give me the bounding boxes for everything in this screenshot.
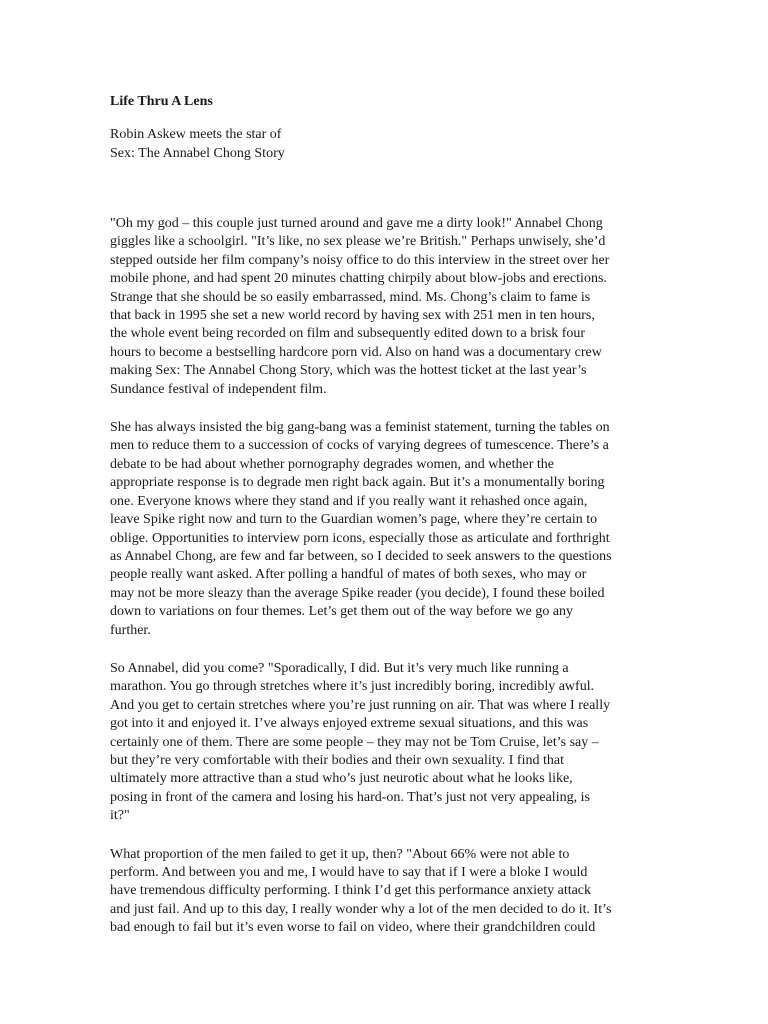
paragraph-line: perform. And between you and me, I would have to say that if I were a bloke I would — [110, 865, 588, 880]
paragraph-line: further. — [110, 622, 151, 638]
paragraph-line: as Annabel Chong, are few and far between, so I decided to seek answers to the questions — [110, 548, 612, 564]
paragraph-line: And you get to certain stretches where you’re just running on air. That was where I really — [110, 697, 611, 713]
paragraph-line: Strange that she should be so easily embarrassed, mind. Ms. Chong’s claim to fame is — [110, 289, 591, 305]
paragraph-line: So Annabel, did you come? "Sporadically, I did. But it’s very much like running a — [110, 660, 569, 676]
body-paragraph — [110, 419, 670, 640]
paragraph-line: the whole event being recorded on film and subsequently edited down to a brisk four — [110, 326, 586, 342]
paragraph-line: it?" — [110, 808, 130, 824]
paragraph-line: bad enough to fail but it’s even worse to fail on video, where their grandchildren could — [110, 920, 596, 936]
paragraph-line: people really want asked. After polling a handful of mates of both sexes, who may or — [110, 567, 587, 583]
paragraph-line: She has always insisted the big gang-bang was a feminist statement, turning the tables on — [110, 420, 610, 436]
article-title: Life Thru A Lens — [110, 94, 213, 109]
paragraph-line: certainly one of them. There are some people – they may not be Tom Cruise, let’s say – — [110, 734, 599, 750]
paragraph-line: hours to become a bestselling hardcore porn vid. Also on hand was a documentary crew — [110, 344, 602, 360]
paragraph-line: men to reduce them to a succession of cocks of varying degrees of tumescence. There’s a — [110, 438, 609, 454]
paragraph-line: leave Spike right now and turn to the Guardian women’s page, where they’re certain to — [110, 512, 598, 528]
paragraph-line: giggles like a schoolgirl. "It’s like, no sex please we’re British." Perhaps unwisely, she’d — [110, 234, 606, 250]
document-page — [110, 93, 670, 958]
paragraph-line: "Oh my god – this couple just turned around and gave me a dirty look!" Annabel Chong — [110, 216, 603, 231]
paragraph-line: have tremendous difficulty performing. I think I’d get this performance anxiety attack — [110, 883, 592, 899]
byline-line: Robin Askew meets the star of — [110, 127, 282, 142]
paragraph-line: one. Everyone knows where they stand and if you really want it rehashed once again, — [110, 493, 588, 509]
paragraph-line: debate to be had about whether pornography degrades women, and whether the — [110, 456, 554, 472]
paragraph-line: appropriate response is to degrade men right back again. But it’s a monumentally boring — [110, 475, 605, 491]
paragraph-line: may not be more sleazy than the average Spike reader (you decide), I found these boiled — [110, 585, 605, 601]
paragraph-line: but they’re very comfortable with their bodies and their own sexuality. I find that — [110, 752, 564, 768]
paragraph-line: What proportion of the men failed to get it up, then? "About 66% were not able to — [110, 846, 570, 862]
body-paragraph — [110, 215, 670, 399]
body-paragraph — [110, 846, 670, 938]
paragraph-line: making Sex: The Annabel Chong Story, which was the hottest ticket at the last year’s — [110, 363, 587, 379]
paragraph-line: oblige. Opportunities to interview porn icons, especially those as articulate and forthright — [110, 530, 610, 546]
paragraph-line: down to variations on four themes. Let’s get them out of the way before we go any — [110, 604, 574, 620]
paragraph-line: marathon. You go through stretches where it’s just incredibly boring, incredibly awful. — [110, 679, 595, 695]
paragraph-line: ultimately more attractive than a stud who’s just neurotic about what he looks like, — [110, 771, 573, 787]
paragraph-line: Sundance festival of independent film. — [110, 381, 327, 397]
paragraph-line: and just fail. And up to this day, I really wonder why a lot of the men decided to do it. It’s — [110, 901, 612, 917]
body-paragraph — [110, 660, 670, 826]
paragraph-line: got into it and enjoyed it. I’ve always enjoyed extreme sexual situations, and this was — [110, 716, 589, 732]
paragraph-line: mobile phone, and had spent 20 minutes chatting chirpily about blow-jobs and erections. — [110, 271, 607, 287]
paragraph-line: that back in 1995 she set a new world record by having sex with 251 men in ten hours, — [110, 308, 595, 324]
article-body — [110, 215, 670, 938]
paragraph-line: posing in front of the camera and losing his hard-on. That’s just not very appealing, is — [110, 789, 590, 805]
article-byline — [110, 125, 670, 163]
byline-line: Sex: The Annabel Chong Story — [110, 146, 285, 161]
paragraph-line: stepped outside her film company’s noisy office to do this interview in the street over her — [110, 252, 610, 268]
